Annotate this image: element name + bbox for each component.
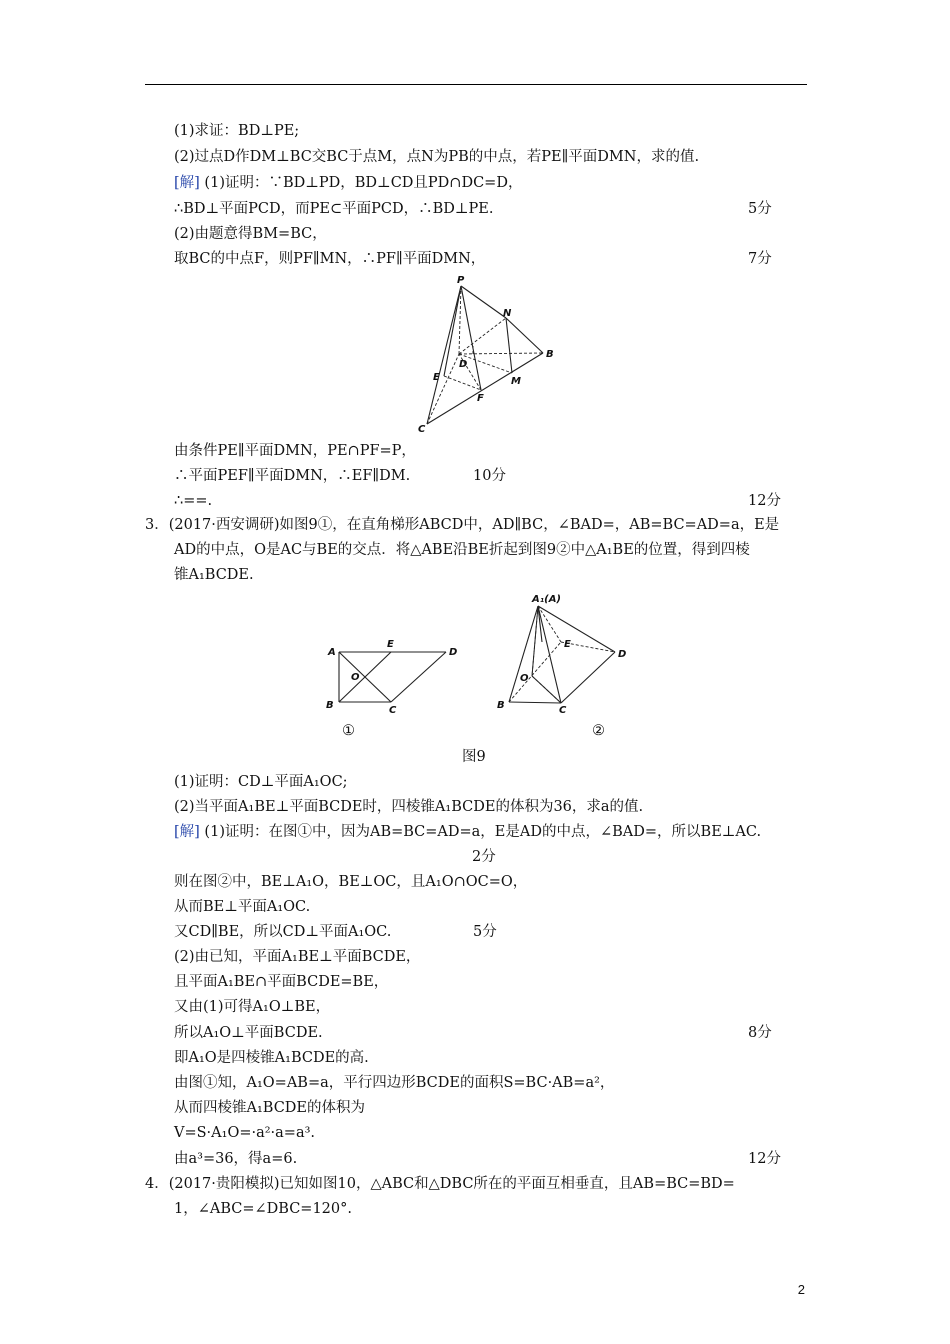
figure-caption-1: ① bbox=[342, 723, 355, 739]
score-label: 5分 bbox=[473, 924, 497, 940]
score-label: 5分 bbox=[748, 201, 772, 217]
vertex-label-D: D bbox=[618, 649, 627, 660]
p3-s1-text: (1)证明：在图①中，因为AB=BC=AD=a，E是AD的中点，∠BAD=，所以BE⊥AC. bbox=[199, 824, 762, 840]
solution-label: [解] bbox=[174, 824, 200, 840]
figure-caption: 图9 bbox=[462, 749, 486, 765]
vertex-label-O: O bbox=[351, 672, 360, 683]
vertex-label-C: C bbox=[418, 424, 426, 435]
vertex-label-F: F bbox=[477, 393, 484, 404]
p3-solution-line-5: (2)由已知，平面A₁BE⊥平面BCDE， bbox=[174, 949, 421, 965]
p3-solution-line-13: 由a³=36，得a=6. bbox=[174, 1151, 298, 1167]
vertex-label-C: C bbox=[389, 705, 397, 716]
p3-solution-line-1 bbox=[174, 823, 761, 841]
p3-stem-line-1: 3．(2017·西安调研)如图9①，在直角梯形ABCD中，AD∥BC，∠BAD=，AB=BC=AD=a，E是 bbox=[145, 517, 780, 533]
page-number: 2 bbox=[797, 1282, 805, 1297]
p3-solution-line-11: 从而四棱锥A₁BCDE的体积为 bbox=[174, 1100, 366, 1116]
p2-question-2: (2)过点D作DM⊥BC交BC于点M，点N为PB的中点，若PE∥平面DMN，求的值. bbox=[174, 149, 700, 165]
vertex-label-A: A bbox=[328, 647, 336, 658]
vertex-label-B: B bbox=[546, 349, 554, 360]
p2-solution-line-4: 取BC的中点F，则PF∥MN，∴PF∥平面DMN， bbox=[174, 251, 486, 267]
score-label: 2分 bbox=[472, 849, 496, 865]
score-label: 8分 bbox=[748, 1025, 772, 1041]
p2-solution-line-6: ∴平面PEF∥平面DMN，∴EF∥DM. bbox=[174, 468, 411, 484]
vertex-label-D: D bbox=[459, 359, 468, 370]
p2-solution-line-7: ∴==. bbox=[174, 493, 213, 509]
header-rule bbox=[145, 84, 807, 85]
score-label: 12分 bbox=[748, 1151, 781, 1167]
solution-label: [解] bbox=[174, 175, 200, 191]
trapezoid-figure bbox=[322, 636, 467, 716]
p3-solution-line-8: 所以A₁O⊥平面BCDE. bbox=[174, 1025, 323, 1041]
vertex-label-E: E bbox=[564, 639, 571, 650]
p3-solution-line-3: 从而BE⊥平面A₁OC. bbox=[174, 899, 311, 915]
p4-stem-line-1: 4．(2017·贵阳模拟)已知如图10，△ABC和△DBC所在的平面互相垂直，且AB=BC=BD= bbox=[145, 1176, 735, 1192]
p3-solution-line-2: 则在图②中，BE⊥A₁O，BE⊥OC，且A₁O∩OC=O， bbox=[174, 874, 528, 890]
p3-stem-line-3: 锥A₁BCDE. bbox=[174, 567, 254, 583]
vertex-label-A1: A₁(A) bbox=[532, 594, 561, 605]
p4-stem-line-2: 1，∠ABC=∠DBC=120°. bbox=[174, 1201, 352, 1217]
p3-solution-line-12: V=S·A₁O=·a²·a=a³. bbox=[174, 1125, 316, 1141]
p2-s1-text: (1)证明：∵BD⊥PD，BD⊥CD且PD∩DC=D， bbox=[199, 175, 523, 191]
p2-question-1: (1)求证：BD⊥PE; bbox=[174, 123, 300, 139]
p3-stem-line-2: AD的中点，O是AC与BE的交点．将△ABE沿BE折起到图9②中△A₁BE的位置，得到四棱 bbox=[174, 542, 750, 558]
p2-solution-line-3: (2)由题意得BM=BC， bbox=[174, 226, 327, 242]
p3-solution-line-6: 且平面A₁BE∩平面BCDE=BE， bbox=[174, 974, 389, 990]
figure-caption-2: ② bbox=[592, 723, 605, 739]
p2-solution-line-1 bbox=[174, 174, 522, 192]
folded-pyramid-figure bbox=[492, 590, 637, 716]
vertex-label-N: N bbox=[503, 308, 512, 319]
vertex-label-M: M bbox=[511, 376, 521, 387]
p2-solution-line-2: ∴BD⊥平面PCD，而PE⊂平面PCD，∴BD⊥PE. bbox=[174, 201, 494, 217]
p2-solution-line-5: 由条件PE∥平面DMN，PE∩PF=P， bbox=[174, 443, 416, 459]
p3-question-1: (1)证明：CD⊥平面A₁OC; bbox=[174, 774, 348, 790]
p3-solution-line-4: 又CD∥BE，所以CD⊥平面A₁OC. bbox=[174, 924, 392, 940]
score-label: 12分 bbox=[748, 493, 781, 509]
p3-solution-line-7: 又由(1)可得A₁O⊥BE， bbox=[174, 999, 331, 1015]
vertex-label-P: P bbox=[457, 275, 465, 286]
pyramid-figure bbox=[415, 272, 565, 435]
vertex-label-E: E bbox=[433, 372, 440, 383]
p3-solution-line-9: 即A₁O是四棱锥A₁BCDE的高. bbox=[174, 1050, 369, 1066]
vertex-label-B: B bbox=[326, 700, 334, 711]
vertex-label-D: D bbox=[449, 647, 458, 658]
vertex-label-B: B bbox=[497, 700, 505, 711]
vertex-label-C: C bbox=[559, 705, 567, 716]
vertex-label-O: O bbox=[520, 673, 529, 684]
score-label: 10分 bbox=[473, 468, 506, 484]
p3-solution-line-10: 由图①知，A₁O=AB=a，平行四边形BCDE的面积S=BC·AB=a²， bbox=[174, 1075, 615, 1091]
p3-question-2: (2)当平面A₁BE⊥平面BCDE时，四棱锥A₁BCDE的体积为36，求a的值. bbox=[174, 799, 644, 815]
score-label: 7分 bbox=[748, 251, 772, 267]
vertex-label-E: E bbox=[387, 639, 394, 650]
